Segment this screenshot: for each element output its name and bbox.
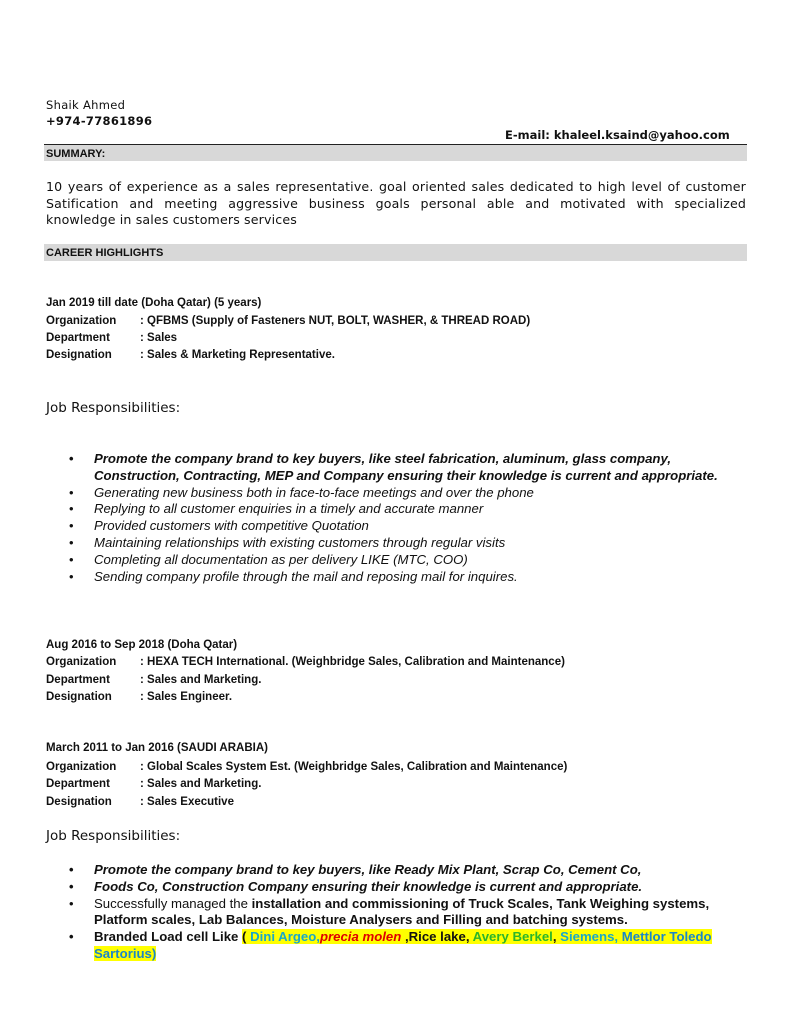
- organization-value: : QFBMS (Supply of Fasteners NUT, BOLT, WASHER, & THREAD ROAD): [140, 315, 531, 327]
- organization-label: Organization: [46, 315, 117, 327]
- candidate-phone: +974-77861896: [46, 114, 153, 128]
- item-bold-text: installation and commissioning of Truck Scales, Tank Weighing systems, Platform scales, Lab Balances, Moisture Analysers and Filling and batching systems.: [94, 895, 710, 928]
- candidate-email: E-mail: khaleel.ksaind@yahoo.com: [505, 128, 730, 142]
- career-highlights-label: CAREER HIGHLIGHTS: [46, 247, 164, 259]
- list-item: • Generating new business both in face-to-face meetings and over the phone: [66, 485, 746, 502]
- brand-siemens: Siemens,: [560, 929, 619, 945]
- organization-value: : HEXA TECH International. (Weighbridge Sales, Calibration and Maintenance): [140, 656, 565, 668]
- job-2-organization: [46, 656, 565, 668]
- responsibilities-list-2: [66, 862, 746, 963]
- list-item: • Maintaining relationships with existing customers through regular visits: [66, 535, 746, 552]
- list-item: • Promote the company brand to key buyers, like steel fabrication, aluminum, glass company, Construction, Contracting, MEP and Company ensuring their knowledge is current and appropriate.: [66, 451, 746, 485]
- brand-avery-berkel: Avery Berkel: [472, 929, 553, 945]
- department-label: Department: [46, 332, 110, 344]
- job-2-period: Aug 2016 to Sep 2018 (Doha Qatar): [46, 639, 238, 651]
- career-highlights-heading: [44, 244, 747, 261]
- designation-label: Designation: [46, 796, 112, 808]
- responsibilities-list-1: [66, 451, 746, 585]
- job-3-organization: [46, 761, 567, 773]
- job-1-designation: [46, 349, 335, 361]
- designation-value: : Sales Executive: [140, 796, 234, 808]
- summary-text: 10 years of experience as a sales representative. goal oriented sales dedicated to high level of customer Satification and meeting aggressive business goals personal able and motivated with specialized knowledge in sales customers services: [46, 179, 746, 227]
- list-item: • Completing all documentation as per delivery LIKE (MTC, COO): [66, 552, 746, 569]
- department-label: Department: [46, 674, 110, 686]
- organization-value: : Global Scales System Est. (Weighbridge Sales, Calibration and Maintenance): [140, 761, 568, 773]
- designation-label: Designation: [46, 691, 112, 703]
- department-label: Department: [46, 778, 110, 790]
- list-item-load-cell-brands: [66, 929, 746, 963]
- list-item: • Foods Co, Construction Company ensuring their knowledge is current and appropriate.: [66, 879, 746, 896]
- brand-separator: ,: [552, 929, 561, 945]
- job-responsibilities-heading-1: Job Responsibilities:: [46, 400, 181, 416]
- list-item: • Provided customers with competitive Quotation: [66, 518, 746, 535]
- organization-label: Organization: [46, 656, 117, 668]
- candidate-name: Shaik Ahmed: [46, 98, 126, 112]
- department-value: : Sales: [140, 332, 178, 344]
- designation-label: Designation: [46, 349, 112, 361]
- bracket-open: (: [242, 929, 251, 945]
- summary-heading-label: SUMMARY:: [46, 148, 106, 160]
- job-1-period: Jan 2019 till date (Doha Qatar) (5 years): [46, 297, 262, 309]
- job-responsibilities-heading-2: Job Responsibilities:: [46, 828, 181, 844]
- organization-label: Organization: [46, 761, 117, 773]
- job-2-designation: [46, 691, 232, 703]
- item-prefix: Branded Load cell Like: [94, 929, 243, 945]
- designation-value: : Sales Engineer.: [140, 691, 233, 703]
- brand-mettler-toledo: Mettlor Toledo Sartorius): [94, 929, 712, 961]
- designation-value: : Sales & Marketing Representative.: [140, 349, 335, 361]
- list-item: • Sending company profile through the mail and reposing mail for inquires.: [66, 569, 746, 586]
- summary-heading: [44, 144, 747, 161]
- item-prefix: Successfully managed the: [94, 895, 252, 911]
- job-1-department: [46, 332, 177, 344]
- brand-rice-lake: ,Rice lake,: [401, 929, 473, 945]
- brand-dini-argeo: Dini Argeo,: [250, 929, 320, 945]
- list-item: • Replying to all customer enquiries in a timely and accurate manner: [66, 501, 746, 518]
- list-item: • Promote the company brand to key buyers, like Ready Mix Plant, Scrap Co, Cement Co,: [66, 862, 746, 879]
- department-value: : Sales and Marketing.: [140, 778, 262, 790]
- job-3-period: March 2011 to Jan 2016 (SAUDI ARABIA): [46, 742, 268, 754]
- job-1-organization: [46, 315, 530, 327]
- list-item: [66, 896, 746, 930]
- brand-precia-molen: precia molen: [319, 929, 402, 945]
- job-2-department: [46, 674, 261, 686]
- job-3-department: [46, 778, 261, 790]
- department-value: : Sales and Marketing.: [140, 674, 262, 686]
- job-3-designation: [46, 796, 234, 808]
